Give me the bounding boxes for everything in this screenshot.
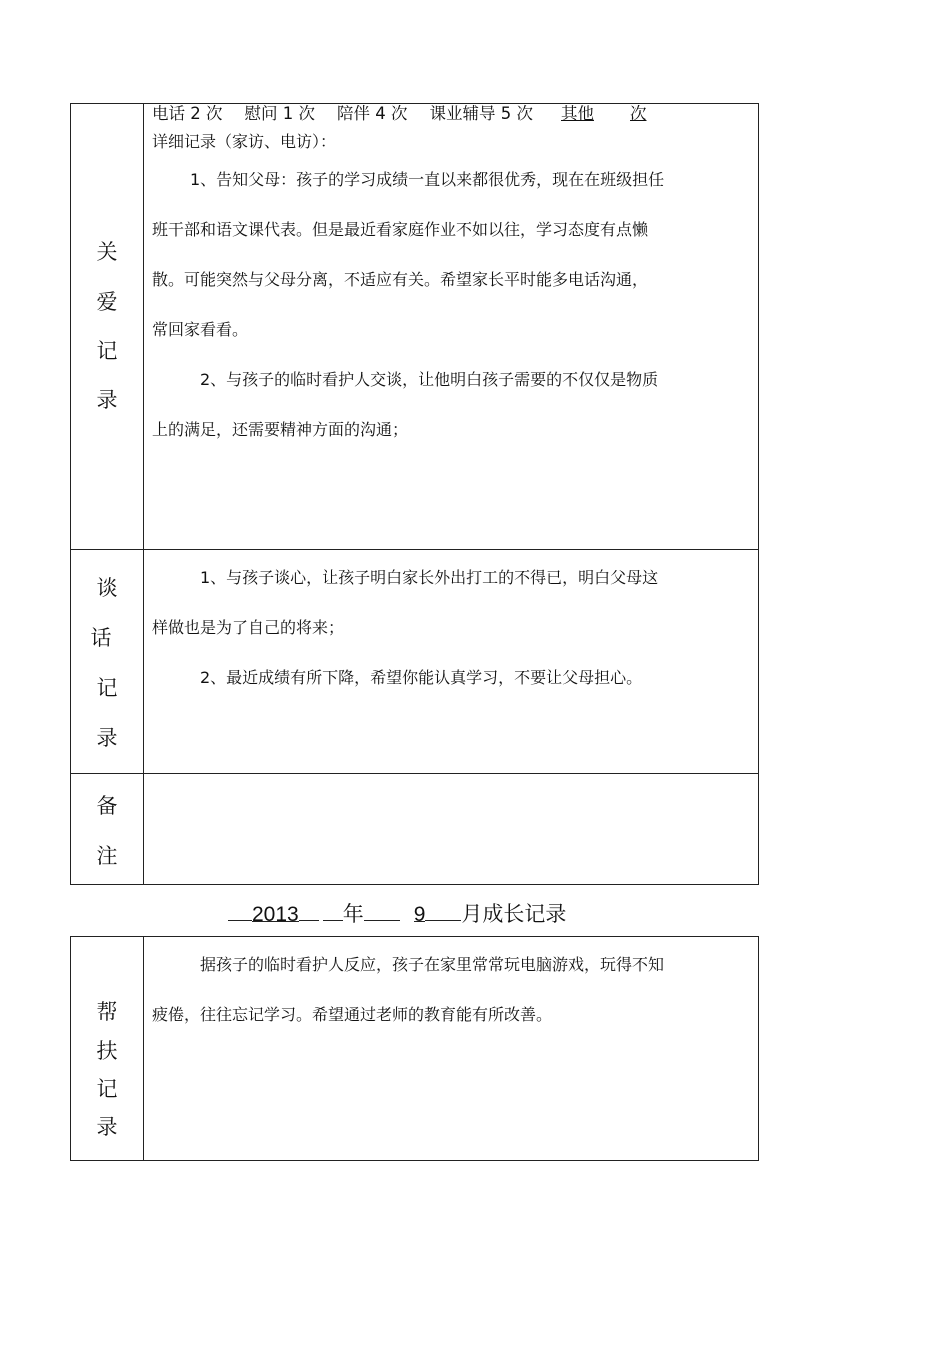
- talk-label-char: 录: [96, 726, 118, 750]
- column-divider: [143, 104, 144, 884]
- month-suffix: 月成长记录: [461, 902, 567, 926]
- talk-label-char: 记: [96, 676, 118, 700]
- help-line: 疲倦，往往忘记学习。希望通过老师的教育能有所改善。: [152, 1005, 553, 1024]
- care-line: 常回家看看。: [152, 320, 249, 339]
- talk-line: 1、与孩子谈心，让孩子明白家长外出打工的不得已，明白父母这: [200, 568, 659, 587]
- talk-line: 样做也是为了自己的将来；: [152, 618, 345, 637]
- care-line: 2、与孩子的临时看护人交谈，让他明白孩子需要的不仅仅是物质: [200, 370, 659, 389]
- tutoring-count: 课业辅导 5 次: [429, 104, 533, 123]
- care-line: 1、告知父母：孩子的学习成绩一直以来都很优秀，现在在班级担任: [190, 170, 665, 189]
- accompany-count: 陪伴 4 次: [337, 104, 408, 123]
- care-line: 班干部和语文课代表。但是最近看家庭作业不如以往，学习态度有点懒: [152, 220, 649, 239]
- help-label-char: 录: [96, 1115, 118, 1139]
- other-count: 其他 次: [561, 104, 647, 123]
- care-line: 上的满足，还需要精神方面的沟通；: [152, 420, 409, 439]
- help-label-char: 扶: [96, 1039, 118, 1063]
- care-label-char: 关: [96, 240, 118, 264]
- help-line: 据孩子的临时看护人反应，孩子在家里常常玩电脑游戏，玩得不知: [200, 955, 665, 974]
- care-label-char: 录: [96, 388, 118, 412]
- contact-stats: [152, 104, 651, 124]
- visit-count: 慰问 1 次: [244, 104, 315, 123]
- detail-label: 详细记录（家访、电访）：: [152, 132, 337, 151]
- help-label-char: 帮: [96, 1000, 118, 1024]
- help-label-char: 记: [96, 1077, 118, 1101]
- year-value: 2013: [252, 903, 299, 926]
- row-divider: [71, 773, 758, 774]
- talk-label-char: 谈: [96, 576, 118, 600]
- row-divider: [71, 549, 758, 550]
- month-title: [228, 900, 566, 927]
- year-unit: 年: [342, 902, 364, 926]
- notes-label-char: 备: [96, 794, 118, 818]
- column-divider: [143, 937, 144, 1160]
- talk-line: 2、最近成绩有所下降，希望你能认真学习，不要让父母担心。: [200, 668, 643, 687]
- care-label-char: 记: [96, 339, 118, 363]
- care-label-char: 爱: [96, 290, 118, 314]
- notes-label-char: 注: [96, 844, 118, 868]
- month-value: 9: [413, 903, 426, 926]
- talk-label-char: 话: [90, 626, 112, 650]
- care-line: 散。可能突然与父母分离，不适应有关。希望家长平时能多电话沟通，: [152, 270, 649, 289]
- phone-count: 电话 2 次: [152, 104, 223, 123]
